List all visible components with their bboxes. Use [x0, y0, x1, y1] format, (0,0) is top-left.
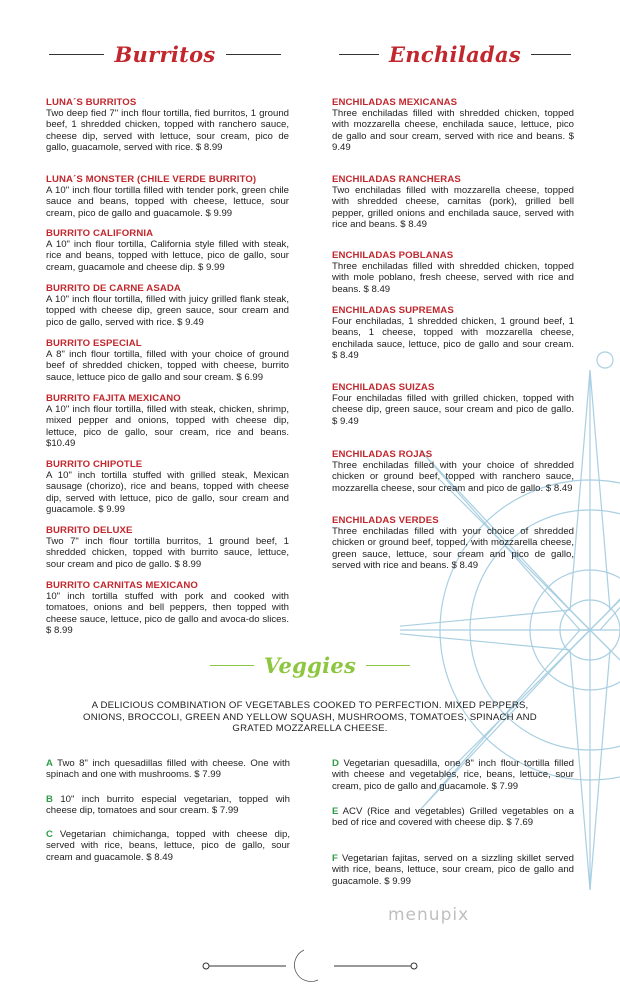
menu-item	[46, 580, 289, 636]
burritos-title: Burritos	[114, 42, 216, 67]
item-description: Three enchiladas filled with your choice of shredded chicken or ground beef, topped with ranchero sauce, mozzarella cheese, sour cream and pico de gallo. $ 8.49	[332, 460, 574, 494]
menu-item	[46, 174, 289, 219]
veggies-intro: A DELICIOUS COMBINATION OF VEGETABLES COOKED TO PERFECTION. MIXED PEPPERS, ONIONS, BROCCOLI, GREEN AND YELLOW SQUASH, MUSHROOMS, TOMATOES, SPINACH AND GRATED MOZZARELLA CHEESE.	[83, 700, 537, 735]
item-description: Four enchiladas filled with grilled chicken, topped with cheese dip, green sauce, sour cream and pico de gallo. $ 9.49	[332, 393, 574, 427]
item-name: BURRITO FAJITA MEXICANO	[46, 393, 181, 404]
item-description: Two enchiladas filled with mozzarella cheese, topped with shredded cheese, carnitas (pork), grilled bell pepper, grilled onions and enchilada sauce, served with rice and beans. $ 8.49	[332, 185, 574, 230]
option-letter: C	[46, 829, 53, 840]
header-rule	[210, 665, 254, 666]
option-letter: E	[332, 806, 339, 817]
item-description: Three enchiladas filled with shredded chicken, topped with mozzarella cheese, enchilada sauce, lettuce, pico de gallo and sour cream, served with rice and beans. $ 9.49	[332, 108, 574, 153]
item-name: ENCHILADAS RANCHERAS	[332, 174, 461, 185]
item-name: ENCHILADAS MEXICANAS	[332, 97, 458, 108]
menupix-watermark: menupix	[388, 905, 470, 925]
veggie-option-a	[46, 758, 290, 781]
option-letter: F	[332, 853, 338, 864]
menu-item	[46, 393, 289, 449]
item-name: ENCHILADAS SUPREMAS	[332, 305, 454, 316]
menu-item	[332, 515, 574, 571]
veggie-option-e	[332, 806, 574, 829]
item-name: BURRITO ESPECIAL	[46, 338, 142, 349]
item-name: BURRITO CARNITAS MEXICANO	[46, 580, 198, 591]
veggies-title: Veggies	[263, 653, 357, 678]
footer-ornament	[200, 948, 420, 984]
header-rule	[339, 54, 379, 55]
header-rule	[531, 54, 571, 55]
menu-item	[332, 174, 574, 230]
item-description: 10" inch tortilla stuffed with pork and cooked with tomatoes, onions and bell peppers, then topped with cheese sauce, lettuce, pico de gallo and avoca-do slices. $ 8.99	[46, 591, 289, 636]
veggie-option-d	[332, 758, 574, 792]
item-description: A 10" inch flour tortilla filled with tender pork, green chile sauce and beans, topped with cheese, lettuce, sour cream, pico de gallo and guacamole. $ 9.99	[46, 185, 289, 219]
veggie-option-f	[332, 853, 574, 887]
menu-item	[332, 250, 574, 295]
option-description: ACV (Rice and vegetables) Grilled vegetables on a bed of rice and covered with cheese dip. $ 7.69	[332, 806, 574, 829]
item-description: A 8" inch flour tortilla, filled with your choice of ground beef of shredded chicken, topped with cheese, burrito sauce, lettuce pico de gallo and sour cream. $ 6.99	[46, 349, 289, 383]
enchiladas-title: Enchiladas	[388, 42, 521, 67]
menu-item	[332, 305, 574, 361]
option-letter: D	[332, 758, 339, 769]
burritos-list	[46, 97, 289, 642]
enchiladas-list	[332, 97, 574, 577]
item-description: A 10" inch flour tortilla, California style filled with steak, rice and beans, topped with lettuce, pico de gallo, sour cream, guacamole and cheese dip. $ 9.99	[46, 239, 289, 273]
option-description: 10" inch burrito especial vegetarian, topped wih cheese dip, tomatoes and sour cream. $ 7.99	[46, 794, 290, 817]
menu-item	[46, 283, 289, 328]
header-rule	[366, 665, 410, 666]
menu-item	[46, 525, 289, 570]
item-description: Two deep fied 7" inch flour tortilla, fied burritos, 1 ground beef, 1 shredded chicken, topped with ranchero sauce, cheese dip, served with lettuce, sour cream, pico de gallo, guacamole, served with rice. $ 8.99	[46, 108, 289, 153]
burritos-header	[40, 42, 290, 67]
menu-item	[332, 97, 574, 153]
item-name: ENCHILADAS ROJAS	[332, 449, 433, 460]
item-description: Three enchiladas filled with shredded chicken, topped with mole poblano, fresh cheese, served with rice and beans. $ 8.49	[332, 261, 574, 295]
item-description: A 10" inch tortilla stuffed with grilled steak, Mexican sausage (chorizo), rice and beans, topped with cheese dip, served with lettuce, pico de gallo, sour cream and guacamole. $ 9.99	[46, 470, 289, 515]
item-name: BURRITO DELUXE	[46, 525, 133, 536]
option-description: Vegetarian chimichanga, topped with cheese dip, served with rice, beans, lettuce, pico de gallo, sour cream and guacamole. $ 8.49	[46, 829, 290, 863]
option-letter: A	[46, 758, 53, 769]
option-description: Vegetarian quesadilla, one 8" inch flour tortilla filled with cheese and vegetables, rice, beans, lettuce, sour cream, pico de gallo and guacamole. $ 7.99	[332, 758, 574, 792]
item-description: Two 7" inch flour tortilla burritos, 1 ground beef, 1 shredded chicken, topped with burrito sauce, lettuce, sour cream and pico de gallo. $ 8.99	[46, 536, 289, 570]
menu-item	[332, 449, 574, 494]
item-name: ENCHILADAS POBLANAS	[332, 250, 454, 261]
header-rule	[226, 54, 281, 55]
veggie-option-b	[46, 794, 290, 817]
menu-item	[46, 459, 289, 515]
option-description: Two 8" inch quesadillas filled with cheese. One with spinach and one with mushrooms. $ 7.99	[46, 758, 290, 781]
option-letter: B	[46, 794, 53, 805]
menu-item	[332, 382, 574, 427]
item-name: LUNA´S MONSTER (CHILE VERDE BURRITO)	[46, 174, 257, 185]
item-name: BURRITO DE CARNE ASADA	[46, 283, 181, 294]
item-name: ENCHILADAS SUIZAS	[332, 382, 435, 393]
option-description: Vegetarian fajitas, served on a sizzling skillet served with rice, beans, lettuce, sour cream, pico de gallo and guacamole. $ 9.99	[332, 853, 574, 887]
item-description: Three enchiladas filled with your choice of shredded chicken or ground beef, topped, with mozzarella cheese, green sauce, lettuce, sour cream and pico de gallo, served with rice and beans. $ 8.49	[332, 526, 574, 571]
item-name: LUNA´S BURRITOS	[46, 97, 137, 108]
item-name: BURRITO CALIFORNIA	[46, 228, 154, 239]
menu-item	[46, 338, 289, 383]
menu-item	[46, 97, 289, 153]
moon-icon	[294, 950, 318, 982]
header-rule	[49, 54, 104, 55]
item-name: BURRITO CHIPOTLE	[46, 459, 143, 470]
item-name: ENCHILADAS VERDES	[332, 515, 439, 526]
menu-item	[46, 228, 289, 273]
item-description: A 10" inch flour tortilla, filled with steak, chicken, shrimp, mixed pepper and onions, topped with cheese dip, lettuce, pico de gallo, sour cream, rice and beans. $10.49	[46, 404, 289, 449]
item-description: A 10" inch flour tortilla, filled with juicy grilled flank steak, topped with cheese dip, green sauce, sour cream and pico de gallo, served with rice. $ 9.49	[46, 294, 289, 328]
enchiladas-header	[330, 42, 580, 67]
veggie-option-c	[46, 829, 290, 863]
item-description: Four enchiladas, 1 shredded chicken, 1 ground beef, 1 beans, 1 cheese, topped with mozzarella cheese, enchilada sauce, lettuce, pico de gallo and sour cream. $ 8.49	[332, 316, 574, 361]
veggies-header	[210, 653, 410, 678]
